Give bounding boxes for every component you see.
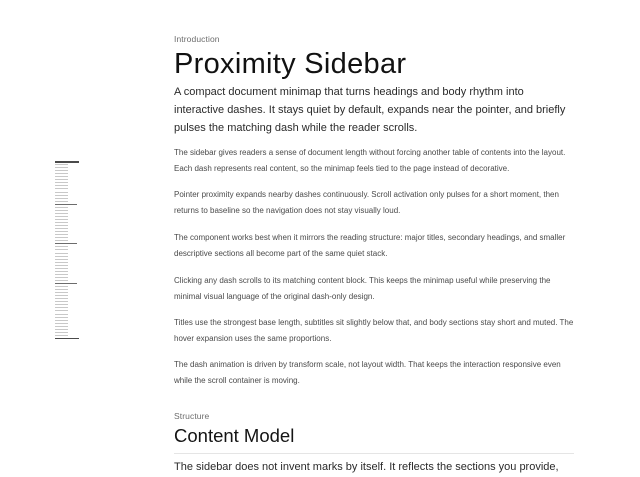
minimap-dash-body[interactable] [55, 249, 68, 250]
minimap-dash-body[interactable] [55, 259, 68, 260]
minimap-dash-title[interactable] [55, 338, 79, 340]
minimap-dash-subtitle[interactable] [55, 283, 77, 284]
minimap-dash-body[interactable] [55, 195, 68, 196]
minimap-dash-body[interactable] [55, 228, 68, 229]
minimap-dash-body[interactable] [55, 326, 68, 327]
minimap-dash-body[interactable] [55, 185, 68, 186]
minimap-dash-body[interactable] [55, 298, 68, 299]
minimap-dash-body[interactable] [55, 271, 68, 272]
body-paragraph: The dash animation is driven by transform scale, not layout width. That keeps the interaction responsive even while the scroll container is moving. [174, 360, 561, 385]
minimap-dash-body[interactable] [55, 295, 68, 296]
minimap-sidebar[interactable] [55, 161, 85, 341]
minimap-dash-body[interactable] [55, 198, 68, 199]
minimap-dash-body[interactable] [55, 274, 68, 275]
minimap-dash-body[interactable] [55, 225, 68, 226]
minimap-dash-body[interactable] [55, 262, 68, 263]
minimap-dash-body[interactable] [55, 213, 68, 214]
minimap-dash-body[interactable] [55, 253, 68, 254]
minimap-dash-body[interactable] [55, 182, 68, 183]
minimap-dash-body[interactable] [55, 314, 68, 315]
minimap-dash-body[interactable] [55, 188, 68, 189]
minimap-dash-body[interactable] [55, 231, 68, 232]
minimap-dash-body[interactable] [55, 310, 68, 311]
minimap-dash-body[interactable] [55, 179, 68, 180]
minimap-dash-body[interactable] [55, 335, 68, 336]
minimap-dash-body[interactable] [55, 329, 68, 330]
body-paragraph: Titles use the strongest base length, subtitles sit slightly below that, and body sections stay short and muted. The hover expansion uses the same proportions. [174, 318, 574, 343]
minimap-dash-subtitle[interactable] [55, 243, 77, 244]
minimap-dash-body[interactable] [55, 256, 68, 257]
minimap-dash-body[interactable] [55, 237, 68, 238]
body-paragraph: The component works best when it mirrors the reading structure: major titles, secondary headings, and smaller descriptive sections all become part of the same quiet stack. [174, 233, 566, 258]
minimap-dash-body[interactable] [55, 167, 68, 168]
minimap-dash-title[interactable] [55, 161, 79, 163]
section-lead: The sidebar does not invent marks by itself. It reflects the sections you provide, [174, 461, 559, 473]
minimap-dash-body[interactable] [55, 170, 68, 171]
minimap-dash-body[interactable] [55, 219, 68, 220]
minimap-dash-body[interactable] [55, 164, 68, 165]
body-paragraph: The sidebar gives readers a sense of document length without forcing another table of contents into the layout. Each dash represents real content, so the minimap feels tied to the page instead of decorative. [174, 148, 566, 173]
minimap-dash-body[interactable] [55, 317, 68, 318]
minimap-dash-body[interactable] [55, 246, 68, 247]
minimap-dash-body[interactable] [55, 286, 68, 287]
page-title: Proximity Sidebar [174, 48, 407, 80]
minimap-dash-body[interactable] [55, 268, 68, 269]
body-paragraph: Clicking any dash scrolls to its matching content block. This keeps the minimap useful while preserving the minimal visual language of the original dash-only design. [174, 276, 551, 301]
minimap-dash-body[interactable] [55, 323, 68, 324]
minimap-dash-body[interactable] [55, 240, 68, 241]
minimap-dash-body[interactable] [55, 234, 68, 235]
body-paragraph: Pointer proximity expands nearby dashes continuously. Scroll activation only pulses for a short moment, then returns to baseline so the navigation does not stay visually loud. [174, 190, 559, 215]
minimap-dash-body[interactable] [55, 320, 68, 321]
minimap-dash-body[interactable] [55, 304, 68, 305]
section-title-content-model: Content Model [174, 425, 295, 446]
minimap-dash-body[interactable] [55, 289, 68, 290]
intro-lead: A compact document minimap that turns headings and body rhythm into interactive dashes. It stays quiet by default, expands near the pointer, and briefly pulses the matching dash while the reader scrolls. [174, 86, 566, 134]
minimap-dash-body[interactable] [55, 265, 68, 266]
minimap-dash-body[interactable] [55, 210, 68, 211]
section-eyebrow-introduction: Introduction [174, 34, 220, 44]
minimap-dash-body[interactable] [55, 280, 68, 281]
minimap-dash-body[interactable] [55, 307, 68, 308]
minimap-dash-body[interactable] [55, 176, 68, 177]
minimap-dash-body[interactable] [55, 301, 68, 302]
minimap-dash-body[interactable] [55, 207, 68, 208]
minimap-dash-body[interactable] [55, 201, 68, 202]
minimap-dash-subtitle[interactable] [55, 204, 77, 205]
minimap-dash-body[interactable] [55, 192, 68, 193]
minimap-dash-body[interactable] [55, 292, 68, 293]
section-eyebrow-structure: Structure [174, 411, 210, 421]
minimap-dash-body[interactable] [55, 222, 68, 223]
minimap-dash-body[interactable] [55, 173, 68, 174]
minimap-dash-body[interactable] [55, 277, 68, 278]
minimap-dash-body[interactable] [55, 216, 68, 217]
minimap-dash-body[interactable] [55, 332, 68, 333]
section-divider [174, 453, 574, 454]
